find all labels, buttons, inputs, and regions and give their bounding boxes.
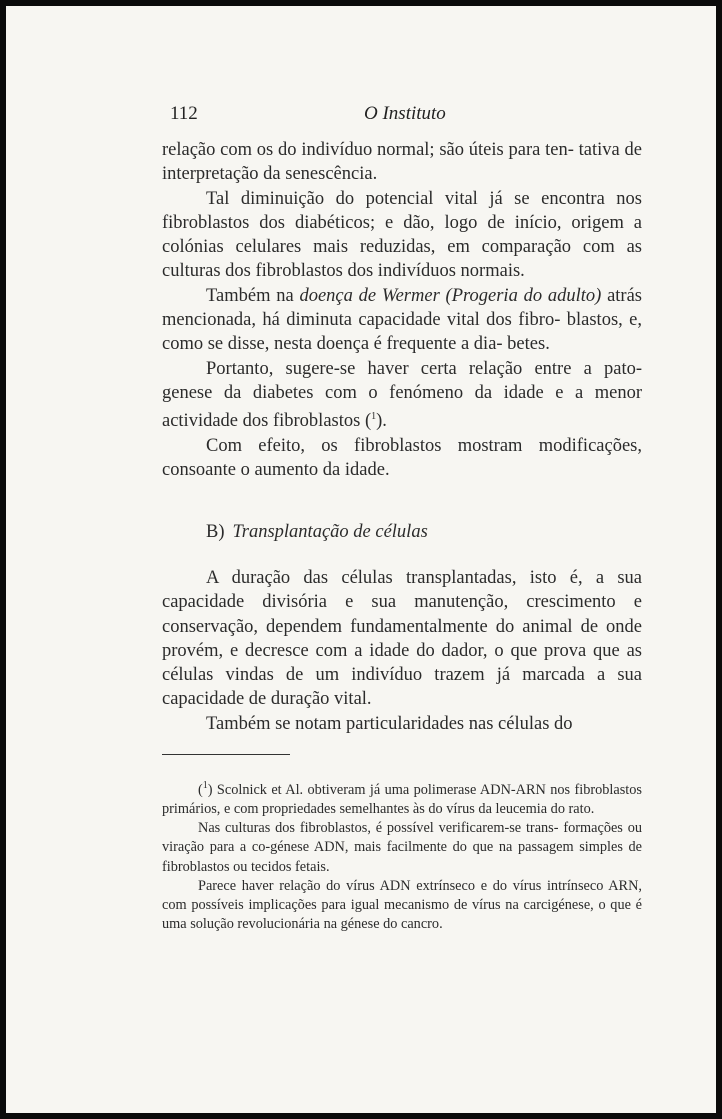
footnote-1-open: ( [198, 781, 203, 798]
paragraph-1: relação com os do indivíduo normal; são úteis para ten- tativa de interpretação da senescência. [162, 140, 642, 185]
paragraph-3-start: Também na [206, 285, 294, 306]
paragraph-2: Tal diminuição do potencial vital já se encontra nos fibroblastos dos diabéticos; e dão, logo de início, origem a colónias celulares mais reduzidas, em comparação com as culturas dos fibroblastos dos indivíduos normais. [162, 188, 642, 282]
section-title: Transplantação de células [232, 522, 428, 542]
footnote-1-text: ) Scolnick et Al. obtiveram já uma polimerase ADN-ARN nos fibroblastos primários, e com propriedades semelhantes às do vírus da leucemia do rato. [162, 781, 642, 817]
paragraph-4-end: ). [376, 411, 387, 432]
body-text [162, 138, 642, 482]
section-paragraph-2: Também se notam particularidades nas células do [206, 713, 573, 734]
disease-name: doença de Wermer (Progeria do adulto) [299, 285, 602, 306]
running-title: O Instituto [364, 103, 446, 124]
footnote-1-marker: 1 [202, 780, 208, 791]
section-paragraph-1: A duração das células transplantadas, isto é, a sua capacidade divisória e sua manutenção, crescimento e conservação, dependem fundamentalmente do animal de onde provém, e decresce com a idade do dador, o que prova que as células vindas de um indivíduo trazem já marcada a sua capacidade de duração vital. [162, 568, 642, 710]
paragraph-3-end: atrás mencionada, há diminuta capacidade vital dos fibro- blastos, e, como se disse, nesta doença é frequente a dia- betes. [162, 285, 642, 355]
footnotes [162, 776, 642, 934]
footnote-3: Parece haver relação do vírus ADN extrínseco e do vírus intrínseco ARN, com possíveis implicações para igual mecanismo de vírus na carcigénese, o que é uma solução revolucionária na génese do cancro. [162, 877, 642, 933]
paragraph-3 [162, 284, 642, 357]
paragraph-4 [162, 357, 642, 434]
paragraph-4-text: Portanto, sugere-se haver certa relação entre a pato- genese da diabetes com o fenómeno da idade e a menor actividade dos fibroblastos ( [162, 358, 642, 432]
footnote-1 [162, 776, 642, 819]
page-number: 112 [170, 103, 198, 124]
section-heading [206, 522, 428, 543]
page-header [168, 103, 648, 129]
section-letter: B) [206, 522, 225, 542]
footnote-reference: 1 [371, 411, 377, 423]
paragraph-5: Com efeito, os fibroblastos mostram modificações, consoante o aumento da idade. [162, 435, 642, 481]
section-body [162, 566, 642, 736]
footnote-separator [162, 754, 290, 755]
footnote-2: Nas culturas dos fibroblastos, é possível verificarem-se trans- formações ou viração para a co-génese ADN, mais facilmente do que na passagem simples de fibroblastos ou tecidos fetais. [162, 820, 642, 875]
